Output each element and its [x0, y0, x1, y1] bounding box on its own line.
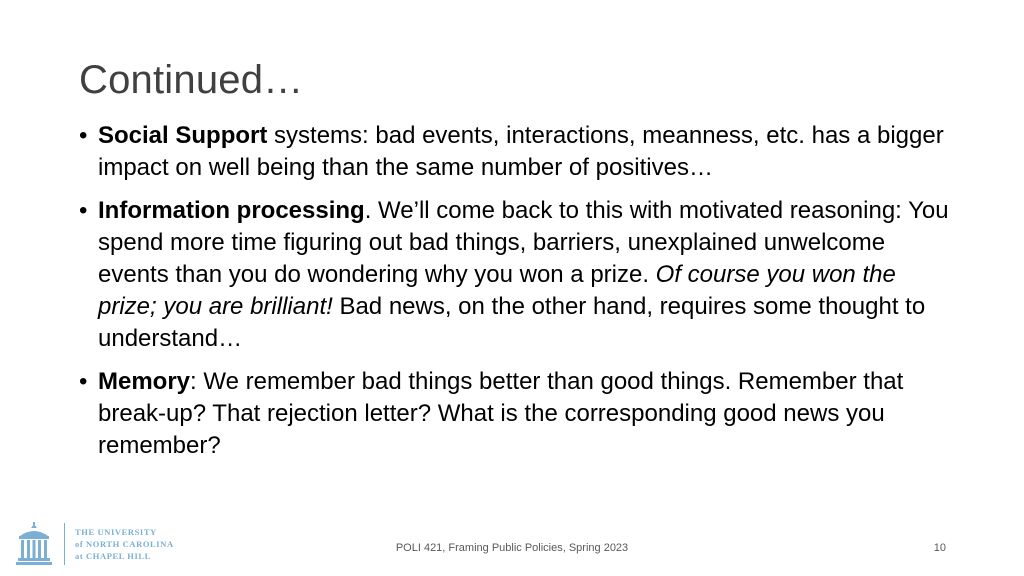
- logo-line-2: of NORTH CAROLINA: [75, 539, 174, 549]
- bullet-text: : We remember bad things better than good things. Remember that break-up? That rejection letter? What is the corresponding good news you remember?: [98, 368, 904, 459]
- page-number: 10: [933, 542, 946, 554]
- bullet-text: systems: bad events, interactions, meanness, etc. has a bigger impact on well being than the same number of positives…: [98, 122, 944, 181]
- bullet-social-support: [79, 120, 949, 184]
- logo-line-1: THE UNIVERSITY: [75, 527, 157, 537]
- bullet-lead: Social Support: [98, 122, 268, 149]
- bullet-emphasis: Of course you won the prize; you are brilliant!: [98, 261, 896, 320]
- slide-title: Continued…: [79, 58, 304, 102]
- bullet-dot: •: [79, 197, 88, 224]
- footer-text: POLI 421, Framing Public Policies, Spring 2023: [395, 542, 629, 554]
- bullet-information-processing: [79, 195, 949, 355]
- bullet-dot: •: [79, 368, 88, 395]
- bullet-list: [79, 120, 949, 473]
- logo-line-3: at CHAPEL HILL: [75, 551, 151, 561]
- bullet-text-after: Bad news, on the other hand, requires some thought to understand…: [98, 293, 926, 352]
- bullet-lead: Memory: [98, 368, 191, 395]
- bullet-memory: [79, 366, 949, 462]
- bullet-text: . We’ll come back to this with motivated reasoning: You spend more time figuring out bad things, barriers, unexplained unwelcome events than you do wondering why you won a prize.: [98, 197, 949, 288]
- bullet-dot: •: [79, 122, 88, 149]
- bullet-lead: Information processing: [98, 197, 365, 224]
